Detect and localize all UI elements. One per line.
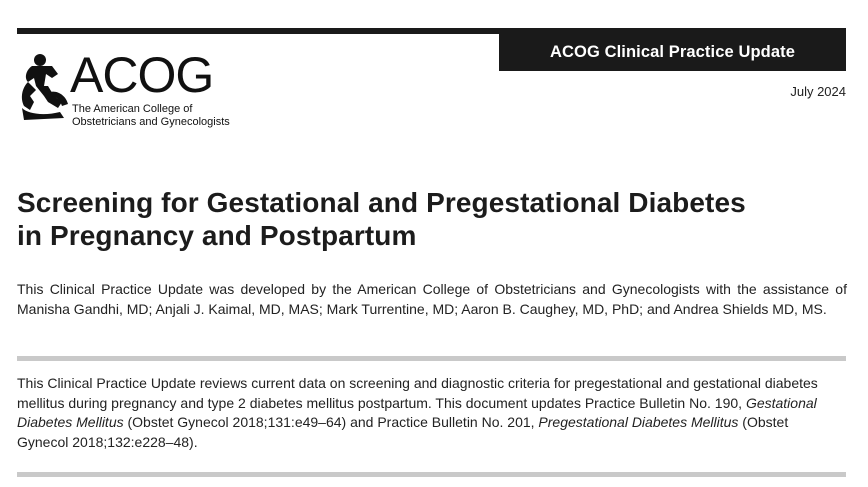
document-title-line2: in Pregnancy and Postpartum <box>17 220 417 251</box>
logo-subtitle-line2: Obstetricians and Gynecologists <box>72 116 230 128</box>
document-title-line1: Screening for Gestational and Pregestational Diabetes <box>17 187 746 218</box>
publication-date: July 2024 <box>790 84 846 99</box>
summary-text-part3: (Obstet Gynecol 2018;132:e228–48). <box>17 414 789 450</box>
mother-child-figure-icon <box>14 52 72 122</box>
series-label-banner <box>499 34 846 71</box>
logo-wordmark: ACOG <box>70 47 214 103</box>
summary-text-part2: (Obstet Gynecol 2018;131:e49–64) and Practice Bulletin No. 201, <box>123 414 539 430</box>
section-divider <box>17 356 846 361</box>
logo-subtitle <box>72 103 230 129</box>
series-label: ACOG Clinical Practice Update <box>550 43 795 61</box>
authors-paragraph: This Clinical Practice Update was developed by the American College of Obstetricians and Gynecologists with the assistance of Manisha Gandhi, MD; Anjali J. Kaimal, MD, MAS; Mark Turrentine, MD; Aaron B. Caughey, MD, PhD; and Andrea Shields MD, MS. <box>17 281 847 317</box>
summary-cited-title-1: Gestational Diabetes Mellitus <box>17 394 817 430</box>
bottom-divider <box>17 472 846 477</box>
document-title <box>17 186 847 252</box>
summary-cited-title-2: Pregestational Diabetes Mellitus <box>538 414 739 430</box>
logo-subtitle-line1: The American College of <box>72 103 193 115</box>
acog-logo <box>14 48 244 138</box>
summary-paragraph <box>17 374 842 452</box>
summary-text-part1: This Clinical Practice Update reviews current data on screening and diagnostic criteria for pregestational and gestational diabetes mellitus during pregnancy and type 2 diabetes mellitus postpartum. This document updates Practice Bulletin No. 190, <box>17 375 818 411</box>
